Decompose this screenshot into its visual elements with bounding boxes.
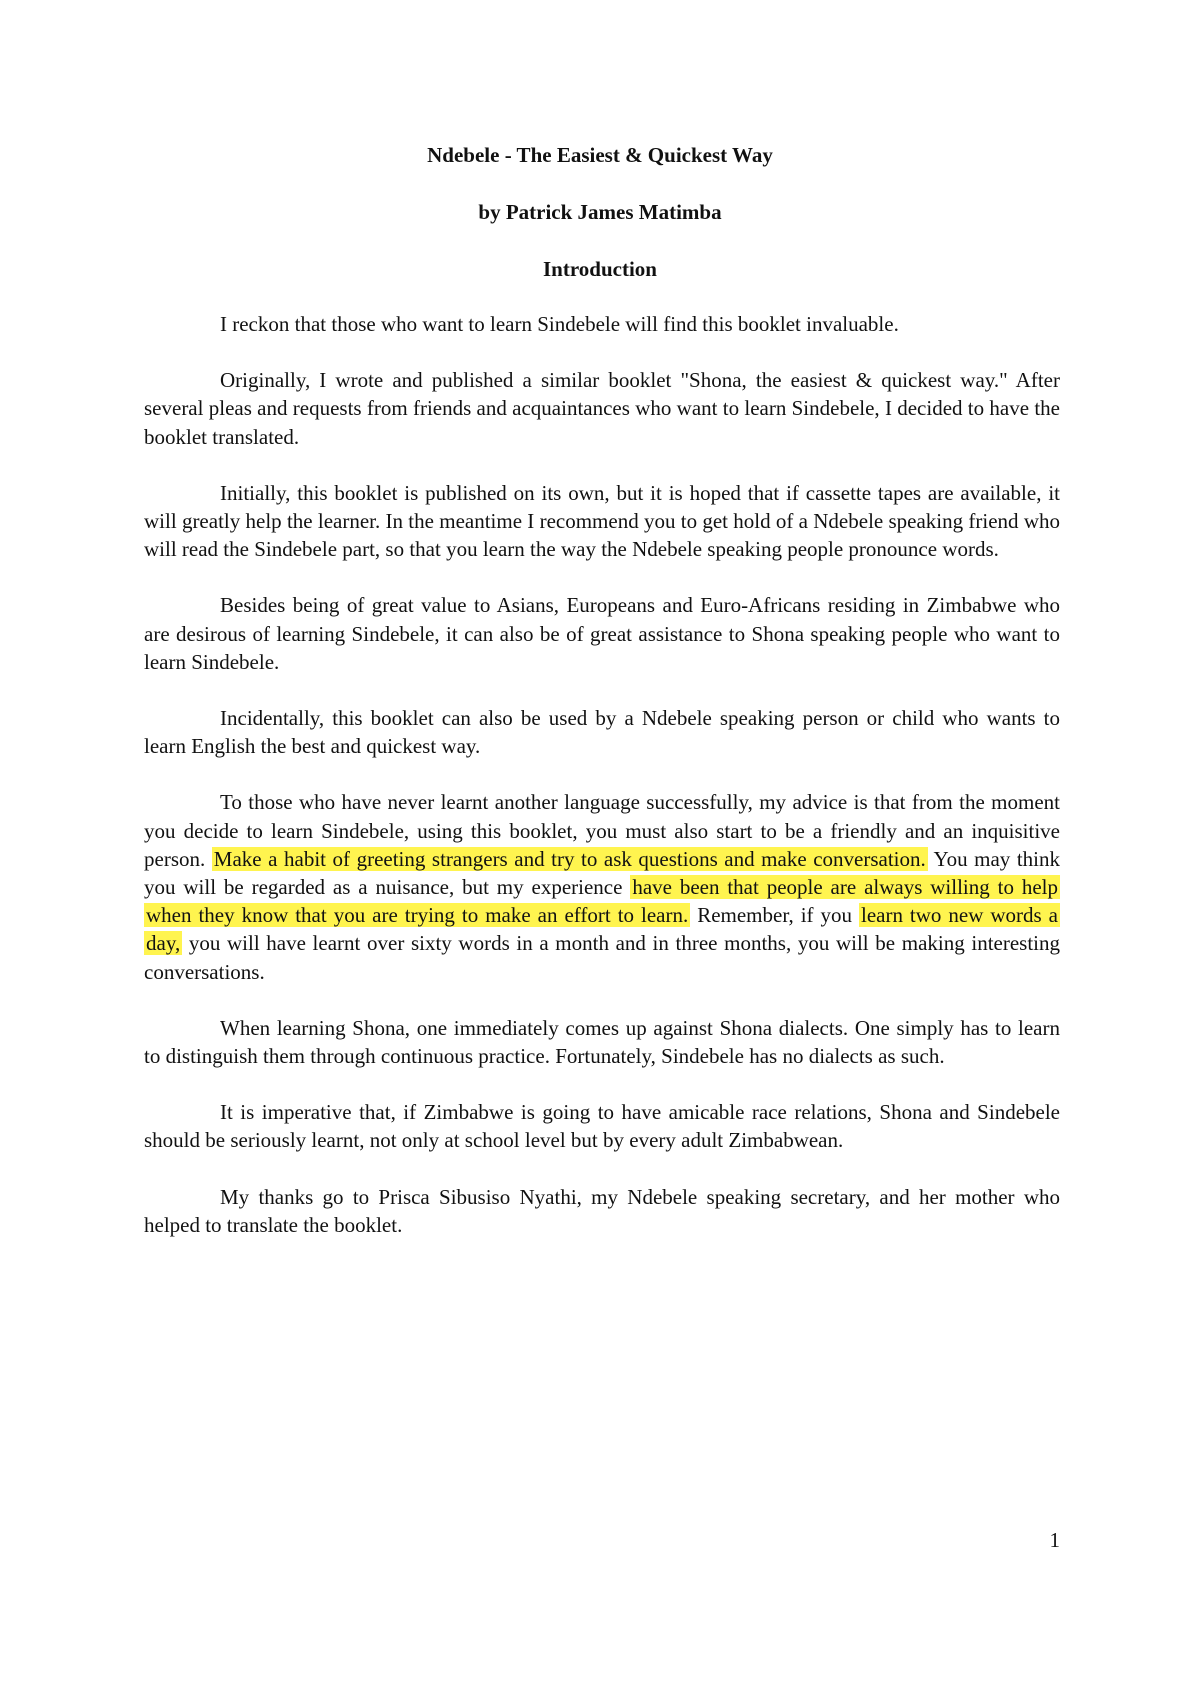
document-title: Ndebele - The Easiest & Quickest Way <box>427 143 773 167</box>
paragraph: I reckon that those who want to learn Sindebele will find this booklet invaluable. <box>220 312 899 336</box>
paragraph: When learning Shona, one immediately comes up against Shona dialects. One simply has to learn to distinguish them through continuous practice. Fortunately, Sindebele has no dialects as such. <box>144 1015 1060 1069</box>
page-number: 1 <box>1049 1528 1060 1552</box>
paragraph-with-highlights <box>144 788 1060 985</box>
text-run: Remember, if you <box>690 903 859 928</box>
text-run: To those who have never learnt another language successfully, my advice is that from the moment you decide to learn Sindebele, using this booklet, you must also start to be a friendly and an inquisitive person. <box>144 790 1060 871</box>
paragraph: Besides being of great value to Asians, Europeans and Euro-Africans residing in Zimbabwe who are desirous of learning Sindebele, it can also be of great assistance to Shona speaking people who want to learn Sindebele. <box>144 593 1060 674</box>
text-run: You may think you will be regarded as a nuisance, but my experience <box>144 846 1060 900</box>
text-run: you will have learnt over sixty words in a month and in three months, you will be making interesting conversations. <box>144 931 1060 984</box>
paragraph: Originally, I wrote and published a similar booklet "Shona, the easiest & quickest way." After several pleas and requests from friends and acquaintances who want to learn Sindebele, I decided to have the booklet translated. <box>144 368 1060 449</box>
paragraph: Initially, this booklet is published on its own, but it is hoped that if cassette tapes are available, it will greatly help the learner. In the meantime I recommend you to get hold of a Ndebele speaking friend who will read the Sindebele part, so that you learn the way the Ndebele speaking people pronounce words. <box>144 480 1060 562</box>
paragraph: Incidentally, this booklet can also be used by a Ndebele speaking person or child who wants to learn English the best and quickest way. <box>144 706 1060 759</box>
body-text <box>144 310 1060 1267</box>
document-author: by Patrick James Matimba <box>478 200 722 224</box>
highlighted-text: learn two new words a day, <box>146 903 1058 956</box>
paragraph: It is imperative that, if Zimbabwe is going to have amicable race relations, Shona and Sindebele should be seriously learnt, not only at school level but by every adult Zimbabwean. <box>144 1100 1060 1153</box>
highlighted-text: have been that people are always willing to help when they know that you are trying to make an effort to learn. <box>146 875 1058 928</box>
paragraph: My thanks go to Prisca Sibusiso Nyathi, my Ndebele speaking secretary, and her mother who helped to translate the booklet. <box>144 1184 1060 1237</box>
section-heading: Introduction <box>543 257 657 281</box>
highlighted-text: Make a habit of greeting strangers and try to ask questions and make conversation. <box>213 846 926 871</box>
